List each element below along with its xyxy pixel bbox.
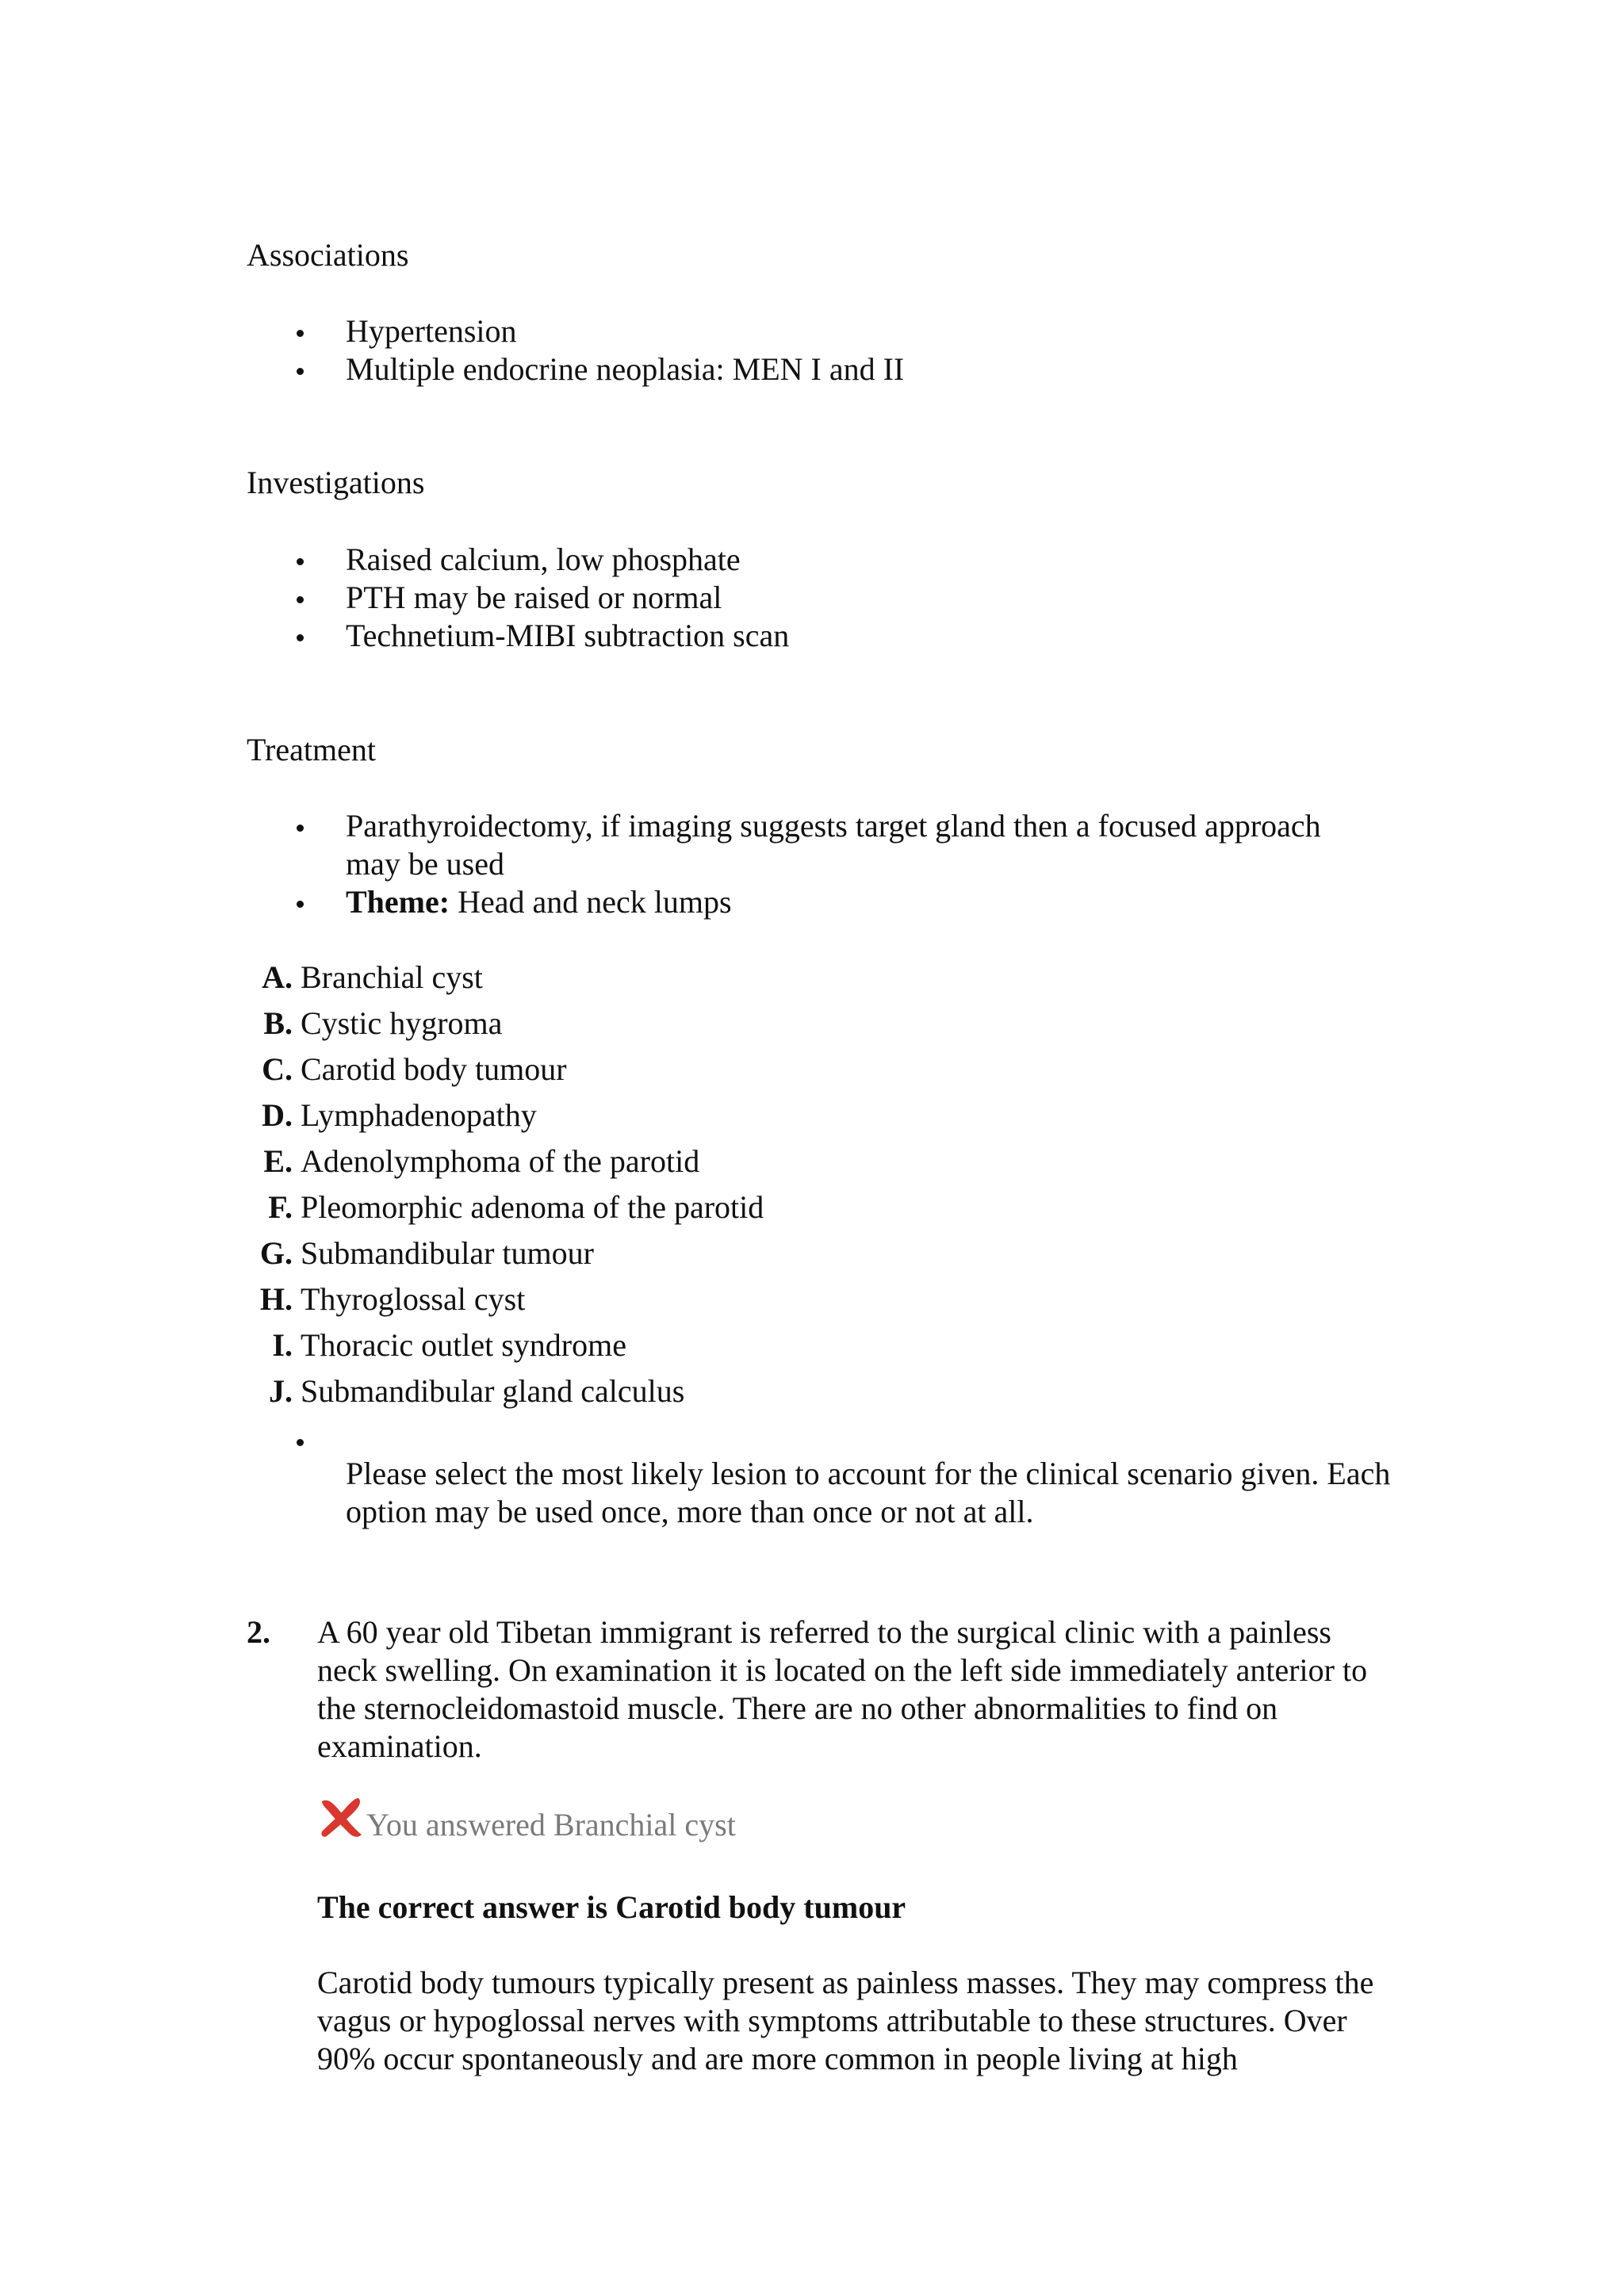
instruction-text: Please select the most likely lesion to account for the clinical scenario given. Each option may be used once, more than once or not at all. xyxy=(346,1456,1391,1529)
option-letter: D. xyxy=(262,1097,293,1133)
explanation-text: Carotid body tumours typically present as painless masses. They may compress the vagus or hypoglossal nerves with symptoms attributable to these structures. Over 90% occur spontaneously and are more common in people living at high xyxy=(317,1965,1374,2076)
option-letter: E. xyxy=(263,1143,293,1179)
question-stem: A 60 year old Tibetan immigrant is referred to the surgical clinic with a painless neck swelling. On examination it is located on the left side immediately anterior to the sternocleidomastoid muscle. There are no other abnormalities to find on examination. xyxy=(317,1614,1368,1764)
list-item: PTH may be raised or normal xyxy=(247,579,1388,617)
list-item: Raised calcium, low phosphate xyxy=(247,541,1388,579)
investigations-list xyxy=(247,541,1388,655)
option-item xyxy=(247,1234,764,1280)
associations-list xyxy=(247,312,1388,388)
option-text: Lymphadenopathy xyxy=(301,1097,537,1133)
option-text: Pleomorphic adenoma of the parotid xyxy=(301,1189,764,1225)
option-item xyxy=(247,1050,764,1096)
option-text: Carotid body tumour xyxy=(301,1051,567,1087)
option-letter: C. xyxy=(262,1051,293,1087)
option-text: Adenolymphoma of the parotid xyxy=(301,1143,700,1179)
option-item xyxy=(247,1004,764,1050)
option-text: Thyroglossal cyst xyxy=(301,1281,526,1317)
associations-heading: Associations xyxy=(247,237,409,273)
option-item xyxy=(247,1188,764,1234)
option-item xyxy=(247,1372,764,1418)
option-letter: H. xyxy=(259,1281,293,1317)
treatment-heading: Treatment xyxy=(247,732,376,767)
option-text: Thoracic outlet syndrome xyxy=(301,1327,626,1363)
answered-row xyxy=(317,1800,736,1844)
option-letter: G. xyxy=(259,1235,293,1271)
option-item xyxy=(247,1142,764,1188)
option-item xyxy=(247,959,764,1004)
option-text: Submandibular tumour xyxy=(301,1235,594,1271)
list-item: Technetium-MIBI subtraction scan xyxy=(247,617,1388,655)
option-item xyxy=(247,1096,764,1142)
list-item: Parathyroidectomy, if imaging suggests target gland then a focused approach may be used xyxy=(247,807,1396,883)
list-item: Hypertension xyxy=(247,312,1388,350)
answer-options xyxy=(247,959,764,1418)
correct-answer: The correct answer is Carotid body tumour xyxy=(317,1889,906,1925)
answered-text: You answered Branchial cyst xyxy=(366,1807,736,1843)
bullet-dot xyxy=(297,1439,304,1446)
option-text: Submandibular gland calculus xyxy=(301,1373,685,1409)
option-letter: F. xyxy=(268,1189,293,1225)
list-item: Multiple endocrine neoplasia: MEN I and II xyxy=(247,350,1388,388)
option-letter: B. xyxy=(263,1005,293,1041)
treatment-list xyxy=(247,807,1396,921)
option-item xyxy=(247,1326,764,1372)
option-letter: J. xyxy=(269,1373,293,1409)
option-letter: A. xyxy=(262,959,293,995)
theme-value: Head and neck lumps xyxy=(450,884,732,920)
theme-label: Theme: xyxy=(346,884,450,920)
investigations-heading: Investigations xyxy=(247,465,425,500)
cross-icon xyxy=(317,1795,366,1839)
question-number: 2. xyxy=(247,1614,270,1650)
option-letter: I. xyxy=(272,1327,293,1363)
option-text: Cystic hygroma xyxy=(301,1005,503,1041)
option-item xyxy=(247,1280,764,1326)
theme-item xyxy=(247,883,1396,921)
option-text: Branchial cyst xyxy=(301,959,483,995)
